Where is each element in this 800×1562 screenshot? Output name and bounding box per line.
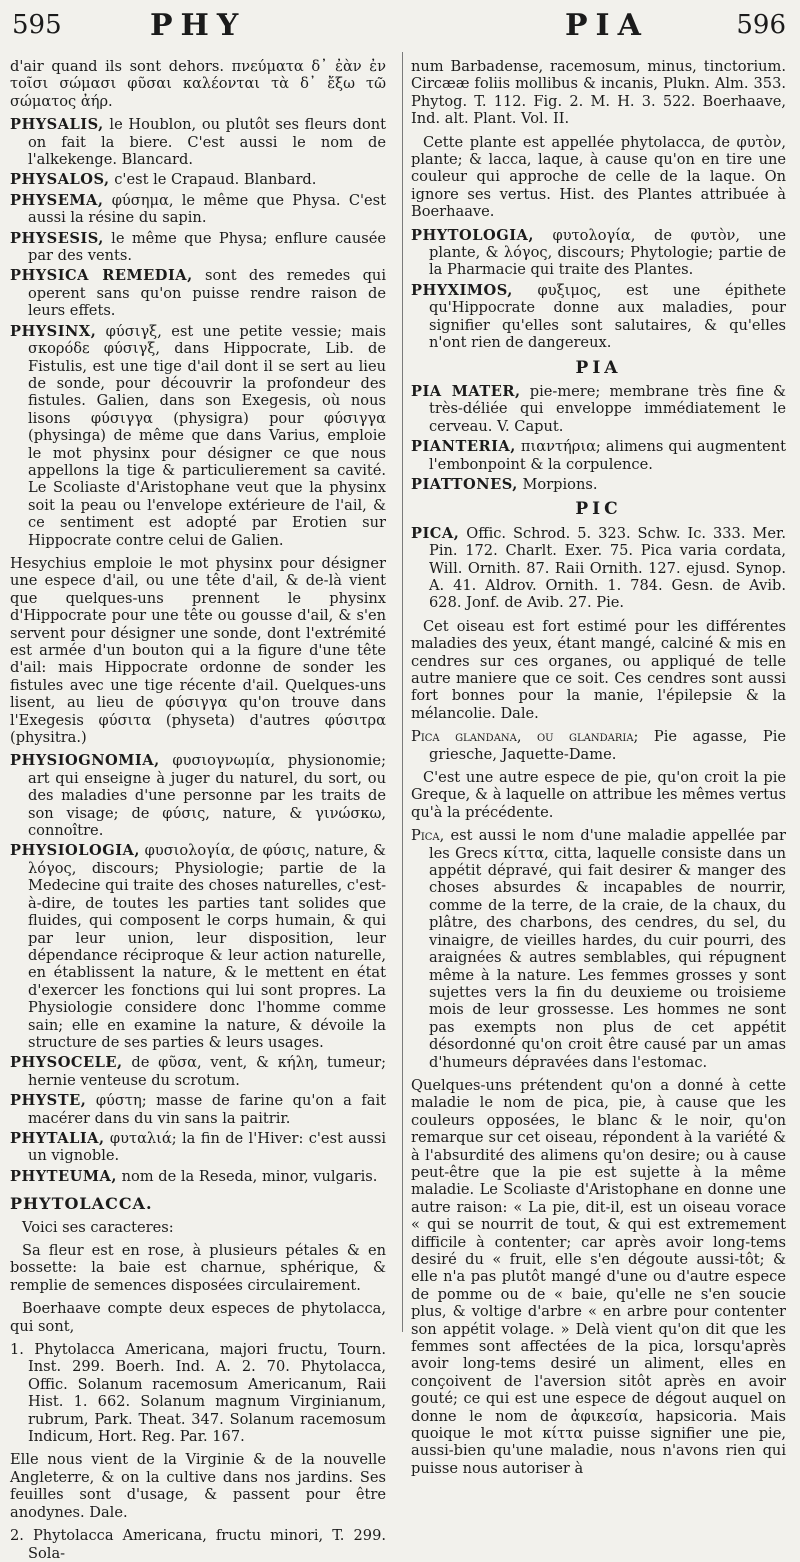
section-heading-pia: PIA [575,357,622,378]
definition: φύσημα, le même que Physa. C'est aussi la résine du sapin. [28,191,386,227]
section-heading-pic: PIC [575,499,622,520]
definition: φυτολογία, de φυτὸν, une plante, & λόγος, discours; Phytologie; partie de la Pharmacie qui traite des Plantes. [429,226,786,279]
headword: PIA MATER, [411,382,521,400]
definition: de φῦσα, vent, & κήλη, tumeur; hernie venteuse du scrotum. [28,1054,386,1089]
headword: PHYTALIA, [10,1129,105,1147]
definition: c'est le Crapaud. Blanbard. [109,171,317,189]
entry-physiognomia [10,752,386,839]
paragraph: C'est une autre espece de pie, qu'on croit la pie Greque, & à laquelle on attribue les mêmes vertus qu'à la précédente. [411,769,786,821]
headword: PHYSESIS, [10,229,104,247]
entry-physalis [10,116,386,168]
headword: Pica, [411,827,445,845]
species-item-2: 2. Phytolacca Americana, fructu minori, T. 299. Sola- [10,1527,386,1562]
physinx-continuation: Hesychius emploie le mot physinx pour désigner une espece d'ail, ou une tête d'ail, & de-là vient que quelques-uns prennent le physinx d'Hippocrate pour une tête ou gousse d'ail, & s'en servent pour désigner une sonde, dont l'extrémité est armée d'un bouton qui a la figure d'une tête d'ail: mais Hippocrate ordonne de sonder les fistules avec une tige récente d'ail. Quelques-uns lisent, au lieu de φύσιγγα qu'on trouve dans l'Exegesis φύσιτα (physeta) d'autres φύσιτρα (physitra.) [10,554,386,747]
left-column [10,52,387,1562]
definition: φύστη; masse de farine qu'on a fait macérer dans du vin sans la paitrir. [28,1092,386,1127]
entry-pia-mater [411,383,786,435]
headword: PHYSALIS, [10,116,104,134]
headword: PHYTEUMA, [10,1167,117,1185]
headword: PHYXIMOS, [411,281,513,299]
entry-phytologia [411,227,786,279]
paragraph: Quelques-uns prétendent qu'on a donné à cette maladie le nom de pica, pie, à cause que les couleurs opposées, le blanc & le noir, qu'on remarque sur cet oiseau, répondent à la variété & à l'absurdité des alimens qu'on desire; ou à cause peut-être que la pie est sujette à la même maladie. Le Scoliaste d'Aristophane en donne une autre raison: « La pie, dit-il, est un oiseau vorace « qui se nourrit de tout, & qui est extremement difficile à contenter; car après avoir long-tems desiré du « fruit, elle s'en dégoute aussi-tôt; & elle n'a pas plutôt mangé d'une ou d'autre espece de pomme ou de « baie, qu'elle ne s'en soucie plus, & voltige d'arbre « en arbre pour contenter son appétit volage. » Delà vient qu'on dit que les femmes sont affectées de la pica, lorsqu'après avoir long-tems desiré un aliment, elles en conçoivent de l'aversion sitôt après en avoir gouté; ce qui est une espece de dégout auquel on donne le nom de ἀφικεσία, hapsicoria. Mais quoique le mot κίττα puisse signifier une pie, aussi-bien qu'une maladie, nous n'avons rien qui puisse nous autoriser à [411,1076,786,1477]
entry-pianteria [411,438,786,473]
definition: Pie agasse, Pie griesche, Jaquette-Dame. [429,728,786,763]
headword: PHYSOCELE, [10,1054,123,1072]
headword: PIATTONES, [411,475,518,493]
headword: PHYSIOLOGIA, [10,842,140,860]
definition: φυσιολογία, de φύσις, nature, & λόγος, discours; Physiologie; partie de la Medecine qui traite des choses naturelles, c'est-à-dire, de toutes les parties tant solides que fluides, qui composent le corps humain, & qui par leur union, leur disposition, leur dépendance réciproque & leur action naturelle, en établissent la nature, & le mettent en état d'exercer les fonctions qui lui sont propres. La Physiologie considere donc l'homme comme sain; elle en examine la nature, & dévoile la structure de ses parties & leurs usages. [28,842,387,1051]
entry-pica-maladie [411,827,786,1071]
definition: πιαντήρια; alimens qui augmentent l'embonpoint & la corpulence. [429,438,786,473]
definition: φυξιμος, est une épithete qu'Hippocrate donne aux maladies, pour signifier qu'elles sont salutaires, & qu'elles n'ont rien de dangereux. [429,281,786,352]
headword: PHYTOLOGIA, [411,226,534,244]
running-head-right: PIA [565,8,649,43]
definition: sont des remedes qui operent sans qu'on puisse rendre raison de leurs effets. [28,267,387,320]
entry-phyteuma [10,1168,386,1185]
entry-phyximos [411,282,786,352]
continuation-text: d'air quand ils sont dehors. πνεύματα δ᾽ ἐὰν ἐν τοῖσι σώμασι φῦσαι καλέονται τὰ δ᾽ ἔξω τῶ σώματος ἀήρ. [10,58,386,110]
definition: le Houblon, ou plutôt ses fleurs dont on fait la biere. C'est aussi le nom de l'alkekenge. Blancard. [28,116,386,169]
entry-physocele [10,1054,386,1089]
entry-pica-glandana [411,728,786,763]
definition: le même que Physa; enflure causée par des vents. [28,229,386,265]
page-number-left: 595 [12,10,62,40]
entry-physalos [10,171,386,188]
definition: φυσιογνωμία, physionomie; art qui enseigne à juger du naturel, du sort, ou des maladies d'une personne par les traits de son visage; de φύσις, nature, & γινώσκω, connoître. [28,752,386,840]
entry-phytalia [10,1130,386,1165]
running-head-left: PHY [150,8,247,43]
page-header [10,8,792,52]
entry-pica [411,525,786,612]
entry-physiologia [10,842,386,1051]
headword: PHYSICA REMEDIA, [10,267,193,285]
paragraph: Elle nous vient de la Virginie & de la nouvelle Angleterre, & on la cultive dans nos jardins. Ses feuilles sont d'usage, & passent pour être anodynes. Dale. [10,1451,386,1521]
entry-physica-remedia [10,267,386,319]
right-column [402,52,787,1477]
headword: PHYSALOS, [10,171,110,189]
definition: pie-mere; membrane très fine & très-déliée qui enveloppe immédiatement le cerveau. V. Caput. [429,382,787,435]
headword: PHYSIOGNOMIA, [10,752,160,770]
paragraph: Cette plante est appellée phytolacca, de φυτὸν, plante; & lacca, laque, à cause qu'on en tire une couleur qui approche de celle de la laque. On ignore ses vertus. Hist. des Plantes attribuée à Boerhaave. [411,133,786,221]
paragraph: Sa fleur est en rose, à plusieurs pétales & en bossette: la baie est charnue, sphérique, & remplie de semences disposées circulairement. [10,1242,386,1294]
definition: est aussi le nom d'une maladie appellée par les Grecs κίττα, citta, laquelle consiste dans un appétit dépravé, qui fait desirer & manger des choses absurdes & incapables de nourrir, comme de la terre, de la craie, de la chaux, du plâtre, des charbons, des cendres, du sel, du vinaigre, de vieilles hardes, du cuir pourri, des araignées & autres semblables, qui répugnent même à la nature. Les femmes grosses y sont sujettes vers la fin du deuxieme ou troisieme mois de leur grossesse. Les hommes ne sont pas exempts non plus de cet appétit désordonné qu'on croit être causé par un amas d'humeurs dépravées dans l'estomac. [429,827,786,1071]
entry-physesis [10,230,386,265]
species-item-1: 1. Phytolacca Americana, majori fructu, Tourn. Inst. 299. Boerh. Ind. A. 2. 70. Phytolacca, Offic. Solanum racemosum Americanum, Raii Hist. 1. 662. Solanum magnum Virginianum, rubrum, Park. Theat. 347. Solanum racemosum Indicum, Hort. Reg. Par. 167. [10,1341,386,1446]
definition: φυταλιά; la fin de l'Hiver: c'est aussi un vignoble. [28,1129,386,1165]
definition: φύσιγξ, est une petite vessie; mais σκορόδε φύσιγξ, dans Hippocrate, Lib. de Fistulis, est une tige d'ail dont il se sert au lieu de sonde, pour découvrir la profondeur des fistules. Galien, dans son Exegesis, où nous lisons φύσιγγα (physigra) pour φύσιγγα (physinga) de même que dans Varius, emploie le mot physinx pour désigner ce que nous appellons la tige & particulierement sa cavité. Le Scoliaste d'Aristophane veut que la physinx soit la peau ou l'envelope extérieure de l'ail, & ce sentiment est adopté par Erotien sur Hippocrate contre celui de Galien. [28,322,386,549]
page-number-right: 596 [736,10,786,40]
entry-physte [10,1092,386,1127]
headword: PHYSTE, [10,1092,87,1110]
entry-physema [10,192,386,227]
definition: nom de la Reseda, minor, vulgaris. [116,1167,378,1185]
headword: Pica glandana, ou glandaria; [411,728,639,746]
entry-physinx [10,323,386,549]
definition: Morpions. [517,475,598,493]
continuation-text: num Barbadense, racemosum, minus, tinctorium. Circææ foliis mollibus & incanis, Plukn. Alm. 353. Phytog. T. 112. Fig. 2. M. H. 3. 522. Boerhaave, Ind. alt. Plant. Vol. II. [411,58,786,128]
headword: PIANTERIA, [411,438,516,456]
definition: Offic. Schrod. 5. 323. Schw. Ic. 333. Mer. Pin. 172. Charlt. Exer. 75. Pica varia cordata, Will. Ornith. 87. Raii Ornith. 127. ejusd. Synop. A. 41. Aldrov. Ornith. 1. 784. Gesn. de Avib. 628. Jonf. de Avib. 27. Pie. [429,524,786,612]
headword: PICA, [411,524,460,542]
paragraph: Cet oiseau est fort estimé pour les différentes maladies des yeux, étant mangé, calciné & mis en cendres sur ces organes, ou appliqué de telle autre maniere que ce soit. Ces cendres sont aussi fort bonnes pour la manie, l'épilepsie & la mélancolie. Dale. [411,617,786,722]
paragraph: Voici ses caracteres: [22,1218,174,1236]
headword: PHYSEMA, [10,191,104,209]
entry-piattones [411,476,786,493]
section-heading-phytolacca: PHYTOLACCA. [10,1194,153,1214]
paragraph: Boerhaave compte deux especes de phytolacca, qui sont, [10,1300,386,1335]
headword: PHYSINX, [10,322,97,340]
